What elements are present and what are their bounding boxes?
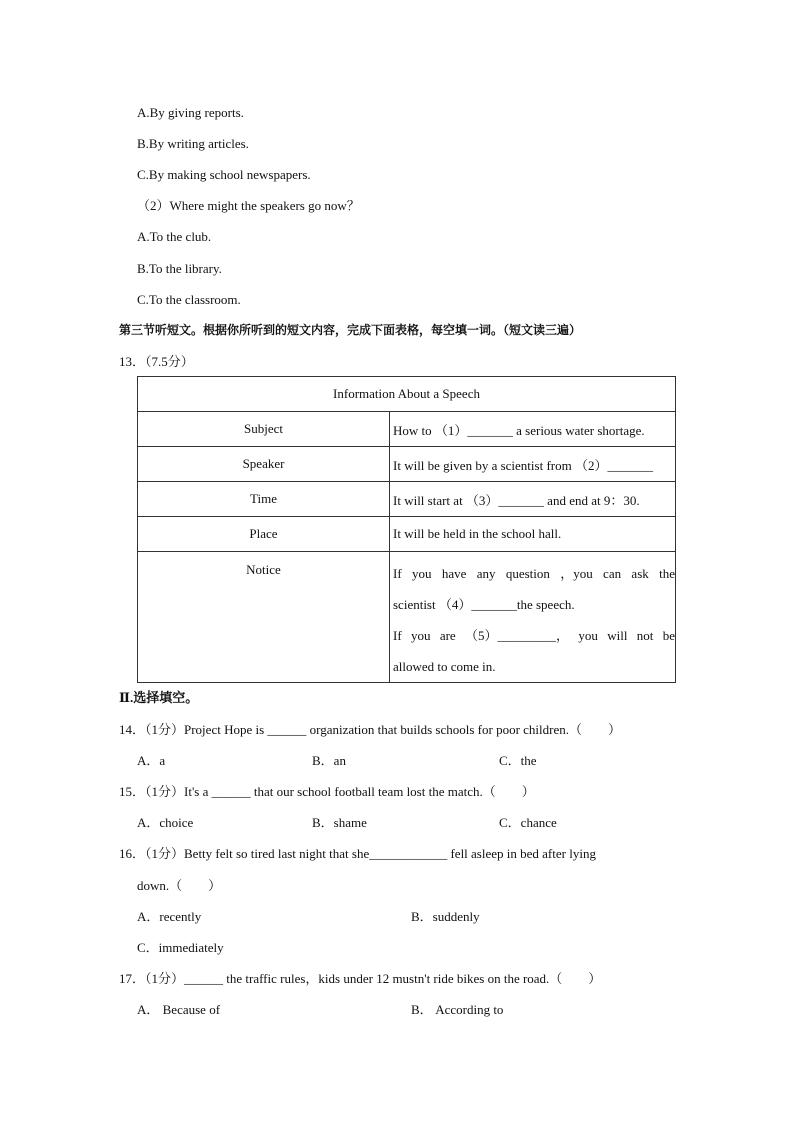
q14-stem: 14．（1分）Project Hope is ______ organization that builds schools for poor children.（ ）: [119, 722, 621, 737]
row-value-place: It will be held in the school hall.: [390, 517, 676, 552]
q16-option-b: B．suddenly: [411, 909, 480, 924]
table-row: [138, 482, 676, 517]
q16-option-c: C．immediately: [137, 940, 224, 955]
q15-option-a: A．choice: [137, 815, 194, 830]
q13-number: 13．（7.5分）: [119, 354, 194, 369]
row-label-speaker: Speaker: [138, 447, 390, 482]
q14-option-b: B．an: [312, 753, 346, 768]
notice-line-4: allowed to come in.: [393, 659, 496, 674]
q17-option-b: B． According to: [411, 1002, 504, 1017]
row-value-time: It will start at （3）_______ and end at 9：30.: [390, 482, 676, 517]
table-row: [138, 552, 676, 683]
q12-part2-question: （2）Where might the speakers go now？: [137, 198, 360, 213]
row-label-subject: Subject: [138, 412, 390, 447]
notice-line-3: If you are （5）_________， you will not be: [393, 628, 675, 643]
q12-option-c: C.By making school newspapers.: [137, 167, 311, 182]
q14-option-a: A．a: [137, 753, 166, 768]
q14-option-c: C．the: [499, 753, 537, 768]
notice-line-2: scientist （4）_______the speech.: [393, 597, 575, 612]
row-label-time: Time: [138, 482, 390, 517]
speech-info-table: [137, 376, 676, 683]
q12-option-b: B.By writing articles.: [137, 136, 249, 151]
q16-stem-line1: 16．（1分）Betty felt so tired last night that she____________ fell asleep in bed after lying: [119, 846, 596, 861]
notice-line-1: If you have any question ，you can ask the: [393, 566, 675, 581]
q12-part2-option-a: A.To the club.: [137, 229, 212, 244]
row-value-notice: [390, 552, 676, 683]
q16-option-a: A．recently: [137, 909, 202, 924]
q16-stem-line2: down.（ ）: [137, 878, 222, 893]
q12-option-a: A.By giving reports.: [137, 105, 244, 120]
section2-heading: Ⅱ.选择填空。: [119, 690, 199, 705]
section3-heading: 第三节听短文。根据你所听到的短文内容，完成下面表格，每空填一词。（短文读三遍）: [119, 323, 582, 337]
q15-option-c: C．chance: [499, 815, 557, 830]
row-label-place: Place: [138, 517, 390, 552]
table-row: [138, 412, 676, 447]
row-label-notice: Notice: [138, 552, 390, 683]
table-row: [138, 447, 676, 482]
table-row: [138, 517, 676, 552]
q12-part2-option-b: B.To the library.: [137, 261, 222, 276]
row-value-subject: How to （1）_______ a serious water shortage.: [390, 412, 676, 447]
q15-option-b: B．shame: [312, 815, 367, 830]
q15-stem: 15．（1分）It's a ______ that our school football team lost the match.（ ）: [119, 784, 535, 799]
table-title: Information About a Speech: [138, 377, 676, 412]
q17-stem: 17．（1分）______ the traffic rules，kids under 12 mustn't ride bikes on the road.（ ）: [119, 971, 602, 986]
q12-part2-option-c: C.To the classroom.: [137, 292, 241, 307]
q17-option-a: A． Because of: [137, 1002, 221, 1017]
row-value-speaker: It will be given by a scientist from （2）_______: [390, 447, 676, 482]
